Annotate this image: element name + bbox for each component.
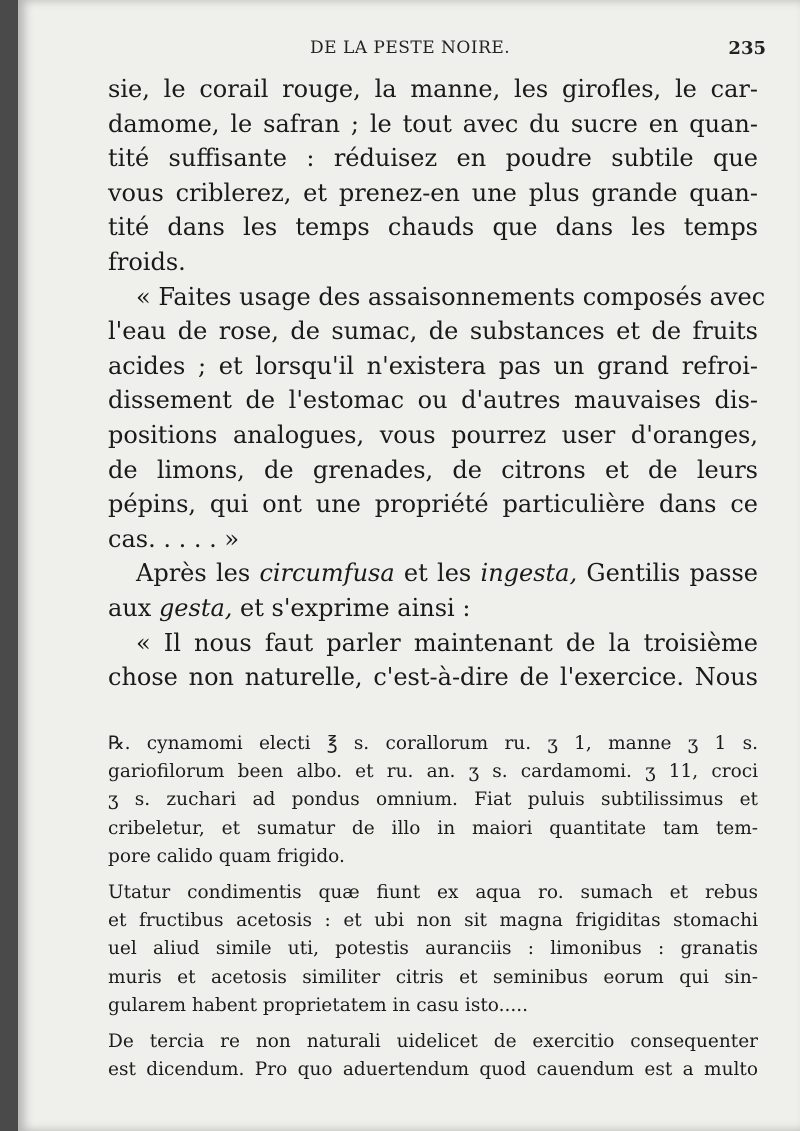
text-line: « Il nous faut parler maintenant de la troisième: [136, 628, 758, 657]
text-line: l'eau de rose, de sumac, de substances et de fruits: [108, 317, 758, 346]
footnote-2: [108, 879, 758, 1020]
main-text: [108, 72, 766, 695]
text-line: tité dans les temps chauds que dans les temps: [108, 213, 758, 242]
text-span: Gentilis passe: [577, 559, 758, 588]
text-line: damome, le safran ; le tout avec du sucre en quan-: [108, 109, 758, 138]
text-line: « Faites usage des assaisonnements composés avec: [136, 282, 766, 311]
footnote-line: Utatur condimentis quæ fiunt ex aqua ro. sumach et rebus: [108, 882, 758, 904]
text-span: aux: [108, 593, 159, 622]
text-line: vous criblerez, et prenez-en une plus grande quan-: [108, 178, 758, 207]
footnote-line: gularem habent proprietatem in casu isto.....: [108, 994, 528, 1016]
text-line: sie, le corail rouge, la manne, les girofles, le car-: [108, 75, 758, 103]
text-span: Après les: [136, 559, 260, 588]
text-line: positions analogues, vous pourrez user d'oranges,: [108, 420, 758, 449]
text-line: dissement de l'estomac ou d'autres mauvaises dis-: [108, 386, 758, 415]
footnote-line: gariofilorum been albo. et ru. an. ʒ s. cardamomi. ʒ 11, croci: [108, 761, 758, 783]
footnote-line: uel aliud simile uti, potestis auranciis : limonibus : granatis: [108, 938, 758, 960]
footnote-line: De tercia re non naturali uidelicet de exercitio consequenter: [108, 1031, 758, 1053]
footnote-line: pore calido quam frigido.: [108, 845, 345, 867]
italic-term: gesta,: [158, 593, 233, 622]
footnote-1: [108, 730, 758, 871]
text-line: froids.: [108, 247, 186, 276]
text-line: [108, 556, 758, 591]
text-line: tité suffisante : réduisez en poudre subtile que: [108, 144, 758, 173]
italic-term: ingesta,: [480, 559, 578, 588]
text-span: et s'exprime ainsi :: [232, 593, 471, 622]
text-line: [108, 591, 758, 626]
text-line: cas. . . . . »: [108, 524, 240, 553]
footnote-line: muris et acetosis similiter citris et seminibus eorum qui sin-: [108, 966, 758, 988]
page-number: 235: [728, 38, 766, 59]
latin-footnotes: [108, 730, 758, 1084]
italic-term: circumfusa: [259, 559, 395, 588]
text-line: acides ; et lorsqu'il n'existera pas un grand refroi-: [108, 351, 758, 380]
footnote-line: ℞. cynamomi electi ℥ s. corallorum ru. ʒ 1, manne ʒ 1 s.: [108, 733, 758, 754]
text-line: chose non naturelle, c'est-à-dire de l'exercice. Nous: [108, 663, 758, 692]
footnote-3: [108, 1028, 758, 1084]
paragraph-2: [108, 280, 766, 557]
paragraph-4: [108, 626, 758, 695]
footnote-line: est dicendum. Pro quo aduertendum quod cauendum est a multo: [108, 1059, 758, 1081]
footnote-line: ʒ s. zuchari ad pondus omnium. Fiat puluis subtilissimus et: [108, 789, 758, 811]
text-line: de limons, de grenades, de citrons et de leurs: [108, 455, 758, 484]
paragraph-3: [108, 556, 758, 625]
paragraph-1: [108, 72, 758, 280]
footnote-line: cribeletur, et sumatur de illo in maiori quantitate tam tem-: [108, 817, 758, 839]
running-head: DE LA PESTE NOIRE.: [310, 38, 511, 58]
footnote-line: et fructibus acetosis : et ubi non sit magna frigiditas stomachi: [108, 910, 758, 932]
text-line: pépins, qui ont une propriété particulière dans ce: [108, 490, 758, 519]
book-page: [18, 0, 800, 1131]
page-header: [18, 38, 800, 68]
text-span: et les: [394, 559, 481, 588]
